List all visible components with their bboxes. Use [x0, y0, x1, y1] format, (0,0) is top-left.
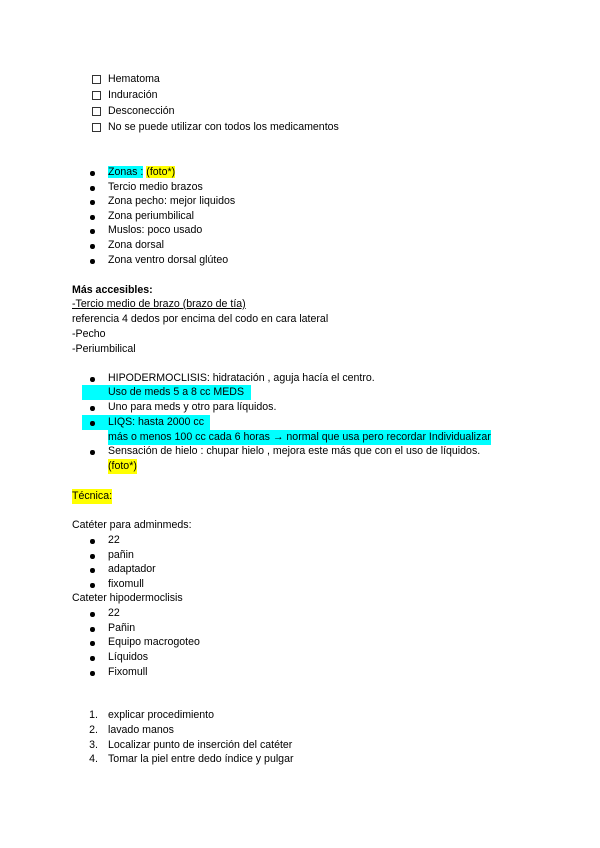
- checkbox-induracion[interactable]: [92, 91, 101, 100]
- bullet-icon: [90, 641, 95, 646]
- bullet-icon: [90, 671, 95, 676]
- step-number: 4.: [89, 753, 98, 765]
- checkbox-desconeccion[interactable]: [92, 107, 101, 116]
- accesibles-line: -Pecho: [72, 328, 106, 340]
- bullet-icon: [90, 186, 95, 191]
- checklist-item: Hematoma: [108, 73, 160, 85]
- tecnica-item: Equipo macrogoteo: [108, 636, 200, 648]
- step-item: lavado manos: [108, 724, 174, 736]
- bullet-icon: [90, 259, 95, 264]
- bullet-icon: [90, 377, 95, 382]
- tecnica-heading: Técnica:: [72, 490, 113, 502]
- bullet-icon: [90, 200, 95, 205]
- accesibles-line: -Periumbilical: [72, 343, 136, 355]
- step-number: 2.: [89, 724, 98, 736]
- bullet-icon: [90, 568, 95, 573]
- checklist-item: Desconección: [108, 105, 175, 117]
- zonas-title: Zonas :: [108, 166, 144, 178]
- tecnica-label: Catéter para adminmeds:: [72, 519, 192, 531]
- nota-item: HIPODERMOCLISIS: hidratación , aguja hacía el centro.: [108, 372, 375, 384]
- nota-item-note: (foto*): [108, 460, 137, 472]
- bullet-icon: [90, 450, 95, 455]
- nota-item: Uso de meds 5 a 8 cc MEDS: [108, 386, 245, 398]
- nota-item: Sensación de hielo : chupar hielo , mejora este más que con el uso de líquidos.: [108, 445, 481, 457]
- checkbox-hematoma[interactable]: [92, 75, 101, 84]
- accesibles-line: referencia 4 dedos por encima del codo en cara lateral: [72, 313, 329, 325]
- bullet-icon: [90, 421, 95, 426]
- checklist-item: No se puede utilizar con todos los medicamentos: [108, 121, 339, 133]
- accesibles-line: -Tercio medio de brazo (brazo de tía): [72, 298, 246, 310]
- tecnica-label: Cateter hipodermoclisis: [72, 592, 183, 604]
- bullet-icon: [90, 627, 95, 632]
- accesibles-heading: Más accesibles:: [72, 284, 153, 296]
- zona-item: Zona dorsal: [108, 239, 164, 251]
- tecnica-item: pañin: [108, 549, 134, 561]
- step-number: 1.: [89, 709, 98, 721]
- tecnica-item: Fixomull: [108, 666, 148, 678]
- bullet-icon: [90, 244, 95, 249]
- step-number: 3.: [89, 739, 98, 751]
- nota-item-note: más o menos 100 cc cada 6 horas → normal que usa pero recordar Individualizar: [108, 431, 491, 443]
- nota-item: Uno para meds y otro para líquidos.: [108, 401, 277, 413]
- bullet-icon: [90, 229, 95, 234]
- tecnica-item: Líquidos: [108, 651, 149, 663]
- bullet-icon: [90, 215, 95, 220]
- tecnica-item: 22: [108, 607, 120, 619]
- tecnica-item: Pañin: [108, 622, 136, 634]
- checkbox-medicamentos[interactable]: [92, 123, 101, 132]
- zona-item: Zona pecho: mejor liquidos: [108, 195, 236, 207]
- tecnica-item: adaptador: [108, 563, 156, 575]
- bullet-icon: [90, 171, 95, 176]
- nota-item: LIQS: hasta 2000 cc: [108, 416, 204, 428]
- tecnica-item: fixomull: [108, 578, 144, 590]
- checklist-item: Induración: [108, 89, 158, 101]
- bullet-icon: [90, 554, 95, 559]
- bullet-icon: [90, 656, 95, 661]
- tecnica-item: 22: [108, 534, 120, 546]
- zona-item: Zona periumbilical: [108, 210, 194, 222]
- zonas-title-line: [108, 165, 175, 180]
- bullet-icon: [90, 583, 95, 588]
- step-item: Tomar la piel entre dedo índice y pulgar: [108, 753, 294, 765]
- zona-item: Tercio medio brazos: [108, 181, 203, 193]
- bullet-icon: [90, 612, 95, 617]
- bullet-icon: [90, 539, 95, 544]
- zona-item: Muslos: poco usado: [108, 224, 203, 236]
- zona-item: Zona ventro dorsal glúteo: [108, 254, 229, 266]
- zonas-title-note: (foto*): [146, 166, 176, 178]
- bullet-icon: [90, 406, 95, 411]
- step-item: explicar procedimiento: [108, 709, 214, 721]
- step-item: Localizar punto de inserción del catéter: [108, 739, 293, 751]
